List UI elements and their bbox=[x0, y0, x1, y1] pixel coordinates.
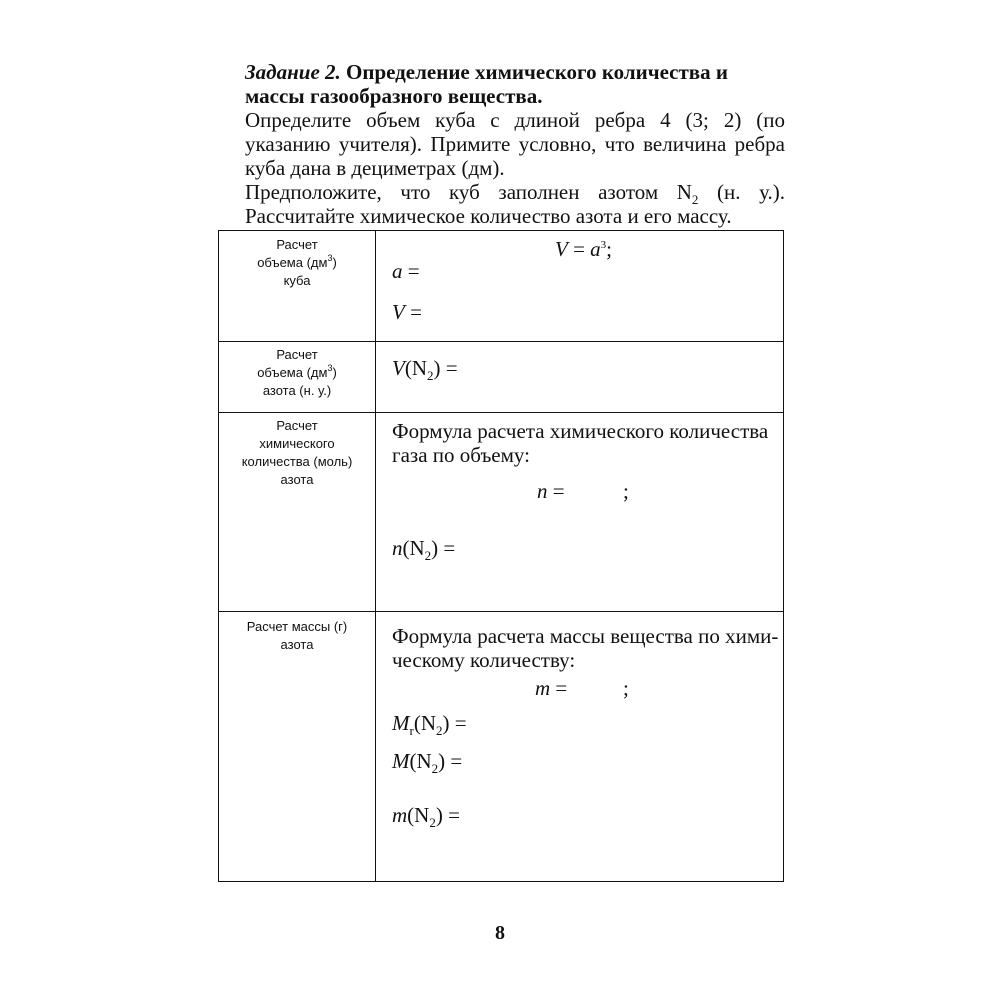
row-divider-2 bbox=[219, 412, 783, 413]
formula-text: (N bbox=[413, 711, 437, 735]
cube-volume-formula bbox=[555, 237, 612, 261]
formula-text: ) = bbox=[435, 803, 460, 827]
var-n: n bbox=[537, 479, 548, 503]
row-divider-3 bbox=[219, 611, 783, 612]
caption-line: Формула расчета массы вещества по хими- bbox=[392, 624, 779, 648]
var-n: n bbox=[392, 536, 403, 560]
calculation-table bbox=[218, 230, 784, 882]
page-number: 8 bbox=[495, 922, 505, 944]
equals: = bbox=[547, 479, 565, 503]
equals: = bbox=[567, 237, 591, 261]
row-divider-1 bbox=[219, 341, 783, 342]
nitrogen-volume-field bbox=[392, 356, 458, 383]
label-line: азота bbox=[280, 637, 314, 652]
p2-text-after: (н. у.). Рассчитайте химическое количество азота и его массу. bbox=[245, 180, 785, 228]
exponent: 3 bbox=[600, 239, 607, 251]
semicolon: ; bbox=[606, 237, 613, 261]
row-label-nitrogen-volume bbox=[219, 346, 375, 400]
relative-molar-mass-field bbox=[392, 711, 467, 738]
equals: = bbox=[550, 676, 568, 700]
var-V: V bbox=[555, 237, 568, 261]
task-heading: Определение химического количества и массы газообразного вещества. bbox=[245, 60, 728, 108]
formula-text: (N bbox=[409, 749, 432, 773]
label-text: ) bbox=[332, 255, 337, 270]
mass-formula bbox=[535, 676, 567, 700]
task-label: Задание 2 bbox=[245, 60, 336, 84]
formula-text: (N bbox=[404, 356, 427, 380]
var-a: a bbox=[392, 259, 403, 283]
formula-text: (N bbox=[407, 803, 430, 827]
label-superscript: 3 bbox=[327, 253, 333, 263]
var-M: M bbox=[392, 711, 410, 735]
var-V: V bbox=[392, 356, 405, 380]
label-line: Расчет массы (г) bbox=[246, 619, 348, 634]
subscript: 2 bbox=[431, 761, 439, 776]
label-line: азота bbox=[280, 472, 314, 487]
caption-line: ческому количеству: bbox=[392, 648, 576, 672]
nitrogen-mass-field bbox=[392, 803, 460, 830]
cube-volume-field bbox=[392, 300, 422, 324]
label-text: ) bbox=[332, 365, 337, 380]
label-line: куба bbox=[283, 273, 311, 288]
label-line bbox=[219, 364, 375, 382]
nitrogen-amount-field bbox=[392, 536, 456, 563]
row-label-nitrogen-mass bbox=[219, 618, 375, 654]
var-m: m bbox=[392, 803, 408, 827]
label-line: Расчет bbox=[276, 237, 318, 252]
equals: = bbox=[404, 300, 422, 324]
task-label-dot: . bbox=[335, 60, 341, 84]
p2-text-before: Предположите, что куб заполнен азотом N bbox=[245, 180, 692, 204]
amount-formula-semicolon: ; bbox=[623, 479, 629, 503]
label-superscript: 3 bbox=[327, 363, 333, 373]
formula-text: ) = bbox=[431, 536, 456, 560]
var-a: a bbox=[590, 237, 601, 261]
label-line: количества (моль) bbox=[241, 454, 353, 469]
formula-text: ) = bbox=[438, 749, 463, 773]
var-m: m bbox=[535, 676, 551, 700]
task-title bbox=[245, 60, 785, 108]
subscript: 2 bbox=[427, 368, 434, 383]
amount-formula bbox=[537, 479, 565, 503]
amount-formula-caption bbox=[392, 419, 768, 467]
row-label-cube-volume bbox=[219, 236, 375, 290]
formula-text: ) = bbox=[433, 356, 458, 380]
table-column-divider bbox=[375, 231, 376, 881]
label-line bbox=[219, 254, 375, 272]
instruction-paragraph-1: Определите объем куба с длиной ребра 4 (3; 2) (по указанию учителя). Примите условно, что величина ребра куба дана в дециметрах (дм). bbox=[245, 108, 785, 180]
row-label-chemical-amount bbox=[219, 417, 375, 489]
subscript: 2 bbox=[436, 723, 443, 738]
label-text: объема (дм bbox=[257, 365, 328, 380]
molar-mass-field bbox=[392, 749, 463, 776]
equals: = bbox=[402, 259, 420, 283]
instruction-paragraph-2 bbox=[245, 180, 785, 228]
mass-formula-semicolon: ; bbox=[623, 676, 629, 700]
subscript: 2 bbox=[424, 548, 432, 563]
label-line: азота (н. у.) bbox=[262, 383, 332, 398]
label-line: Расчет bbox=[276, 418, 318, 433]
p2-subscript: 2 bbox=[691, 192, 699, 207]
caption-line: газа по объему: bbox=[392, 443, 530, 467]
label-line: химического bbox=[259, 436, 335, 451]
formula-text: (N bbox=[402, 536, 425, 560]
var-V: V bbox=[392, 300, 405, 324]
formula-text: ) = bbox=[442, 711, 467, 735]
subscript: 2 bbox=[429, 815, 436, 830]
label-line: Расчет bbox=[276, 347, 318, 362]
mass-formula-caption bbox=[392, 624, 778, 672]
label-text: объема (дм bbox=[257, 255, 328, 270]
subscript: r bbox=[409, 723, 414, 738]
caption-line: Формула расчета химического количества bbox=[392, 419, 769, 443]
var-M: M bbox=[392, 749, 410, 773]
edge-length-field bbox=[392, 259, 420, 283]
